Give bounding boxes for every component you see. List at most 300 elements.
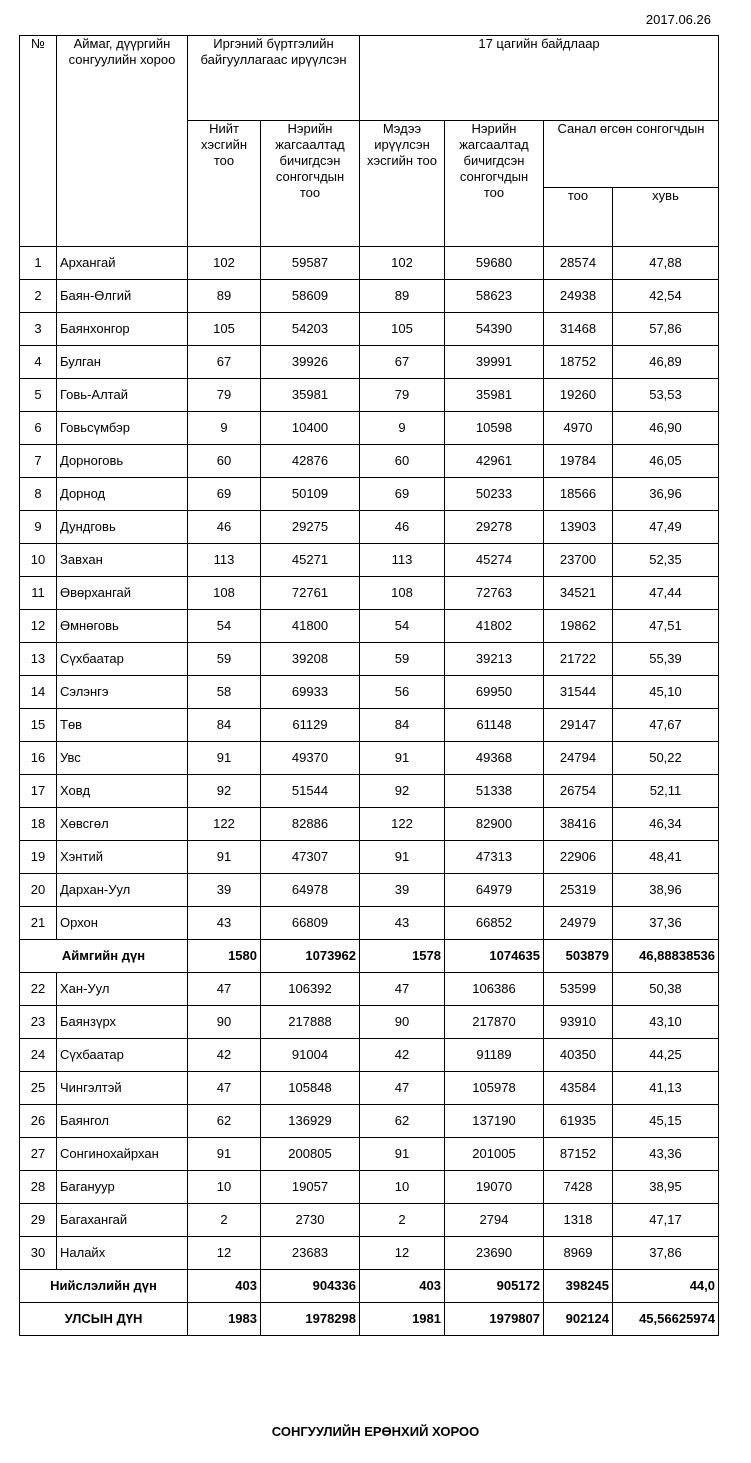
aimag-total-reported: 1578: [360, 940, 445, 973]
row-total-sections: 102: [188, 247, 261, 280]
row-number: 7: [20, 445, 57, 478]
row-voted-count: 19784: [544, 445, 613, 478]
row-voted-count: 40350: [544, 1039, 613, 1072]
row-voted-count: 24938: [544, 280, 613, 313]
row-voted-percent: 46,05: [613, 445, 719, 478]
table-row: [20, 1204, 719, 1237]
row-name: Сэлэнгэ: [57, 676, 188, 709]
row-voted-percent: 53,53: [613, 379, 719, 412]
row-voted-percent: 38,96: [613, 874, 719, 907]
row-number: 28: [20, 1171, 57, 1204]
row-voted-count: 23700: [544, 544, 613, 577]
row-voted-percent: 47,17: [613, 1204, 719, 1237]
row-reported-sections: 47: [360, 973, 445, 1006]
row-number: 30: [20, 1237, 57, 1270]
row-total-sections: 84: [188, 709, 261, 742]
row-reported-sections: 56: [360, 676, 445, 709]
row-listed-voters: 45274: [445, 544, 544, 577]
table-row: [20, 643, 719, 676]
row-registered-voters: 23683: [261, 1237, 360, 1270]
row-name: Хөвсгөл: [57, 808, 188, 841]
row-reported-sections: 102: [360, 247, 445, 280]
row-reported-sections: 10: [360, 1171, 445, 1204]
row-voted-percent: 45,10: [613, 676, 719, 709]
col-header-voters-on-list: Нэрийн жагсаалтад бичигдсэн сонгогчдын тоо: [261, 121, 360, 247]
col-header-reported-sections: Мэдээ ирүүлсэн хэсгийн тоо: [360, 121, 445, 247]
row-voted-count: 25319: [544, 874, 613, 907]
row-listed-voters: 39213: [445, 643, 544, 676]
capital-total-voted: 398245: [544, 1270, 613, 1303]
row-number: 5: [20, 379, 57, 412]
row-voted-percent: 41,13: [613, 1072, 719, 1105]
col-header-voters-on-list-2: Нэрийн жагсаалтад бичигдсэн сонгогчдын тоо: [445, 121, 544, 247]
row-listed-voters: 54390: [445, 313, 544, 346]
table-row: [20, 874, 719, 907]
row-listed-voters: 50233: [445, 478, 544, 511]
table-row: [20, 412, 719, 445]
row-listed-voters: 10598: [445, 412, 544, 445]
aimag-total-listed: 1074635: [445, 940, 544, 973]
table-row: [20, 511, 719, 544]
capital-rows: [20, 973, 719, 1270]
row-voted-count: 28574: [544, 247, 613, 280]
row-number: 23: [20, 1006, 57, 1039]
row-number: 17: [20, 775, 57, 808]
row-reported-sections: 122: [360, 808, 445, 841]
row-voted-count: 8969: [544, 1237, 613, 1270]
row-listed-voters: 217870: [445, 1006, 544, 1039]
row-total-sections: 91: [188, 841, 261, 874]
row-voted-count: 22906: [544, 841, 613, 874]
aimag-rows: [20, 247, 719, 940]
row-total-sections: 59: [188, 643, 261, 676]
row-listed-voters: 72763: [445, 577, 544, 610]
row-reported-sections: 67: [360, 346, 445, 379]
capital-total-registered: 904336: [261, 1270, 360, 1303]
row-reported-sections: 105: [360, 313, 445, 346]
row-voted-percent: 42,54: [613, 280, 719, 313]
national-total-percent: 45,56625974: [613, 1303, 719, 1336]
row-name: Налайх: [57, 1237, 188, 1270]
row-registered-voters: 58609: [261, 280, 360, 313]
aimag-total-row: [20, 940, 719, 973]
row-number: 8: [20, 478, 57, 511]
row-reported-sections: 39: [360, 874, 445, 907]
row-total-sections: 67: [188, 346, 261, 379]
row-voted-percent: 48,41: [613, 841, 719, 874]
table-row: [20, 379, 719, 412]
row-registered-voters: 72761: [261, 577, 360, 610]
row-number: 25: [20, 1072, 57, 1105]
table-row: [20, 1171, 719, 1204]
row-reported-sections: 54: [360, 610, 445, 643]
row-reported-sections: 43: [360, 907, 445, 940]
row-reported-sections: 113: [360, 544, 445, 577]
row-voted-count: 1318: [544, 1204, 613, 1237]
row-reported-sections: 12: [360, 1237, 445, 1270]
row-name: Төв: [57, 709, 188, 742]
row-reported-sections: 90: [360, 1006, 445, 1039]
row-number: 20: [20, 874, 57, 907]
row-number: 9: [20, 511, 57, 544]
row-total-sections: 108: [188, 577, 261, 610]
row-name: Дундговь: [57, 511, 188, 544]
row-listed-voters: 105978: [445, 1072, 544, 1105]
row-number: 1: [20, 247, 57, 280]
table-row: [20, 1138, 719, 1171]
row-total-sections: 105: [188, 313, 261, 346]
report-date: 2017.06.26: [645, 12, 711, 27]
row-reported-sections: 2: [360, 1204, 445, 1237]
row-listed-voters: 91189: [445, 1039, 544, 1072]
row-listed-voters: 201005: [445, 1138, 544, 1171]
row-number: 19: [20, 841, 57, 874]
row-reported-sections: 92: [360, 775, 445, 808]
row-voted-count: 29147: [544, 709, 613, 742]
row-name: Архангай: [57, 247, 188, 280]
table-row: [20, 709, 719, 742]
row-registered-voters: 50109: [261, 478, 360, 511]
row-total-sections: 47: [188, 973, 261, 1006]
row-number: 12: [20, 610, 57, 643]
row-listed-voters: 35981: [445, 379, 544, 412]
row-voted-percent: 47,88: [613, 247, 719, 280]
row-reported-sections: 89: [360, 280, 445, 313]
row-total-sections: 113: [188, 544, 261, 577]
row-name: Орхон: [57, 907, 188, 940]
election-turnout-table: [19, 35, 719, 1336]
row-name: Өмнөговь: [57, 610, 188, 643]
row-voted-percent: 37,36: [613, 907, 719, 940]
row-voted-count: 13903: [544, 511, 613, 544]
row-voted-percent: 52,11: [613, 775, 719, 808]
footer-organization: СОНГУУЛИЙН ЕРӨНХИЙ ХОРОО: [271, 1424, 480, 1439]
row-voted-count: 19862: [544, 610, 613, 643]
row-total-sections: 91: [188, 742, 261, 775]
table-row: [20, 544, 719, 577]
row-voted-percent: 47,49: [613, 511, 719, 544]
col-header-registered-group: Иргэний бүртгэлийн байгууллагаас ирүүлсэн: [188, 36, 360, 121]
row-registered-voters: 47307: [261, 841, 360, 874]
table-row: [20, 775, 719, 808]
row-listed-voters: 82900: [445, 808, 544, 841]
row-number: 10: [20, 544, 57, 577]
row-name: Баянхонгор: [57, 313, 188, 346]
row-voted-percent: 44,25: [613, 1039, 719, 1072]
row-registered-voters: 42876: [261, 445, 360, 478]
row-voted-count: 31544: [544, 676, 613, 709]
row-reported-sections: 60: [360, 445, 445, 478]
row-total-sections: 89: [188, 280, 261, 313]
row-voted-percent: 47,51: [613, 610, 719, 643]
row-registered-voters: 19057: [261, 1171, 360, 1204]
row-total-sections: 10: [188, 1171, 261, 1204]
row-total-sections: 47: [188, 1072, 261, 1105]
row-reported-sections: 46: [360, 511, 445, 544]
row-voted-count: 24979: [544, 907, 613, 940]
row-total-sections: 79: [188, 379, 261, 412]
row-name: Сүхбаатар: [57, 643, 188, 676]
row-voted-count: 24794: [544, 742, 613, 775]
row-number: 2: [20, 280, 57, 313]
capital-total-percent: 44,0: [613, 1270, 719, 1303]
table-row: [20, 742, 719, 775]
table-row: [20, 1237, 719, 1270]
row-total-sections: 91: [188, 1138, 261, 1171]
row-registered-voters: 91004: [261, 1039, 360, 1072]
row-voted-percent: 57,86: [613, 313, 719, 346]
row-listed-voters: 42961: [445, 445, 544, 478]
row-reported-sections: 91: [360, 742, 445, 775]
row-listed-voters: 69950: [445, 676, 544, 709]
national-total-label: УЛСЫН ДҮН: [20, 1303, 188, 1336]
national-total-listed: 1979807: [445, 1303, 544, 1336]
row-voted-percent: 45,15: [613, 1105, 719, 1138]
row-voted-count: 43584: [544, 1072, 613, 1105]
aimag-total-voted: 503879: [544, 940, 613, 973]
capital-total-row: [20, 1270, 719, 1303]
row-registered-voters: 59587: [261, 247, 360, 280]
row-name: Увс: [57, 742, 188, 775]
row-number: 6: [20, 412, 57, 445]
row-name: Дорнод: [57, 478, 188, 511]
row-voted-percent: 43,10: [613, 1006, 719, 1039]
row-name: Баянгол: [57, 1105, 188, 1138]
row-number: 16: [20, 742, 57, 775]
row-voted-count: 18752: [544, 346, 613, 379]
col-header-no: №: [20, 36, 57, 247]
row-name: Дархан-Уул: [57, 874, 188, 907]
row-name: Ховд: [57, 775, 188, 808]
row-name: Сүхбаатар: [57, 1039, 188, 1072]
row-registered-voters: 217888: [261, 1006, 360, 1039]
row-total-sections: 42: [188, 1039, 261, 1072]
row-voted-count: 38416: [544, 808, 613, 841]
row-registered-voters: 66809: [261, 907, 360, 940]
row-voted-percent: 47,67: [613, 709, 719, 742]
table-row: [20, 1105, 719, 1138]
row-reported-sections: 47: [360, 1072, 445, 1105]
row-registered-voters: 136929: [261, 1105, 360, 1138]
row-registered-voters: 10400: [261, 412, 360, 445]
row-total-sections: 9: [188, 412, 261, 445]
row-number: 3: [20, 313, 57, 346]
row-total-sections: 92: [188, 775, 261, 808]
row-reported-sections: 69: [360, 478, 445, 511]
row-total-sections: 90: [188, 1006, 261, 1039]
col-header-total-sections: Нийт хэсгийн тоо: [188, 121, 261, 247]
row-registered-voters: 105848: [261, 1072, 360, 1105]
row-listed-voters: 41802: [445, 610, 544, 643]
capital-total-listed: 905172: [445, 1270, 544, 1303]
row-listed-voters: 19070: [445, 1171, 544, 1204]
row-total-sections: 62: [188, 1105, 261, 1138]
row-number: 15: [20, 709, 57, 742]
table-row: [20, 346, 719, 379]
row-name: Говьсүмбэр: [57, 412, 188, 445]
row-reported-sections: 59: [360, 643, 445, 676]
row-reported-sections: 91: [360, 841, 445, 874]
col-header-voted: Санал өгсөн сонгогчдын: [544, 121, 719, 188]
row-registered-voters: 51544: [261, 775, 360, 808]
row-voted-percent: 50,38: [613, 973, 719, 1006]
row-name: Завхан: [57, 544, 188, 577]
row-total-sections: 122: [188, 808, 261, 841]
aimag-total-sections: 1580: [188, 940, 261, 973]
row-voted-percent: 50,22: [613, 742, 719, 775]
row-listed-voters: 66852: [445, 907, 544, 940]
row-registered-voters: 39926: [261, 346, 360, 379]
row-name: Булган: [57, 346, 188, 379]
row-voted-count: 19260: [544, 379, 613, 412]
row-number: 4: [20, 346, 57, 379]
row-voted-count: 26754: [544, 775, 613, 808]
row-listed-voters: 51338: [445, 775, 544, 808]
row-voted-percent: 46,34: [613, 808, 719, 841]
row-listed-voters: 61148: [445, 709, 544, 742]
row-reported-sections: 62: [360, 1105, 445, 1138]
row-name: Өвөрхангай: [57, 577, 188, 610]
aimag-total-percent: 46,88838536: [613, 940, 719, 973]
row-registered-voters: 35981: [261, 379, 360, 412]
capital-total-reported: 403: [360, 1270, 445, 1303]
row-number: 27: [20, 1138, 57, 1171]
row-listed-voters: 39991: [445, 346, 544, 379]
row-number: 14: [20, 676, 57, 709]
row-listed-voters: 29278: [445, 511, 544, 544]
row-total-sections: 54: [188, 610, 261, 643]
row-registered-voters: 39208: [261, 643, 360, 676]
row-voted-count: 31468: [544, 313, 613, 346]
row-name: Хан-Уул: [57, 973, 188, 1006]
row-voted-count: 34521: [544, 577, 613, 610]
table-row: [20, 676, 719, 709]
row-name: Сонгинохайрхан: [57, 1138, 188, 1171]
row-voted-percent: 55,39: [613, 643, 719, 676]
col-header-count: тоо: [544, 188, 613, 247]
row-number: 26: [20, 1105, 57, 1138]
row-name: Багануур: [57, 1171, 188, 1204]
table-row: [20, 577, 719, 610]
table-row: [20, 1006, 719, 1039]
row-voted-count: 7428: [544, 1171, 613, 1204]
table-row: [20, 1039, 719, 1072]
row-number: 11: [20, 577, 57, 610]
row-listed-voters: 137190: [445, 1105, 544, 1138]
row-number: 18: [20, 808, 57, 841]
national-total-voted: 902124: [544, 1303, 613, 1336]
row-listed-voters: 2794: [445, 1204, 544, 1237]
row-voted-percent: 37,86: [613, 1237, 719, 1270]
row-total-sections: 39: [188, 874, 261, 907]
table-row: [20, 808, 719, 841]
row-total-sections: 69: [188, 478, 261, 511]
row-registered-voters: 29275: [261, 511, 360, 544]
row-listed-voters: 106386: [445, 973, 544, 1006]
table-row: [20, 445, 719, 478]
table-row: [20, 907, 719, 940]
table-row: [20, 610, 719, 643]
national-total-row: [20, 1303, 719, 1336]
row-registered-voters: 61129: [261, 709, 360, 742]
row-voted-percent: 47,44: [613, 577, 719, 610]
row-registered-voters: 2730: [261, 1204, 360, 1237]
aimag-total-registered: 1073962: [261, 940, 360, 973]
row-listed-voters: 64979: [445, 874, 544, 907]
row-reported-sections: 9: [360, 412, 445, 445]
table-row: [20, 313, 719, 346]
row-registered-voters: 41800: [261, 610, 360, 643]
col-header-percent: хувь: [613, 188, 719, 247]
capital-total-sections: 403: [188, 1270, 261, 1303]
row-reported-sections: 42: [360, 1039, 445, 1072]
row-voted-count: 93910: [544, 1006, 613, 1039]
row-voted-percent: 46,90: [613, 412, 719, 445]
row-listed-voters: 47313: [445, 841, 544, 874]
row-name: Хэнтий: [57, 841, 188, 874]
row-voted-percent: 52,35: [613, 544, 719, 577]
table-row: [20, 973, 719, 1006]
row-name: Чингэлтэй: [57, 1072, 188, 1105]
national-total-sections: 1983: [188, 1303, 261, 1336]
row-registered-voters: 82886: [261, 808, 360, 841]
row-total-sections: 2: [188, 1204, 261, 1237]
row-number: 13: [20, 643, 57, 676]
row-number: 29: [20, 1204, 57, 1237]
row-registered-voters: 69933: [261, 676, 360, 709]
row-voted-count: 87152: [544, 1138, 613, 1171]
row-voted-count: 61935: [544, 1105, 613, 1138]
aimag-total-label: Аймгийн дүн: [20, 940, 188, 973]
table-row: [20, 247, 719, 280]
row-total-sections: 46: [188, 511, 261, 544]
col-header-district: Аймаг, дүүргийн сонгуулийн хороо: [57, 36, 188, 247]
row-name: Баянзүрх: [57, 1006, 188, 1039]
row-total-sections: 43: [188, 907, 261, 940]
national-total-registered: 1978298: [261, 1303, 360, 1336]
row-registered-voters: 45271: [261, 544, 360, 577]
row-reported-sections: 84: [360, 709, 445, 742]
row-listed-voters: 23690: [445, 1237, 544, 1270]
capital-total-label: Нийслэлийн дүн: [20, 1270, 188, 1303]
row-total-sections: 12: [188, 1237, 261, 1270]
row-registered-voters: 106392: [261, 973, 360, 1006]
national-total-reported: 1981: [360, 1303, 445, 1336]
row-listed-voters: 59680: [445, 247, 544, 280]
table-row: [20, 280, 719, 313]
row-name: Баян-Өлгий: [57, 280, 188, 313]
row-voted-count: 21722: [544, 643, 613, 676]
row-total-sections: 58: [188, 676, 261, 709]
row-total-sections: 60: [188, 445, 261, 478]
row-reported-sections: 91: [360, 1138, 445, 1171]
row-reported-sections: 108: [360, 577, 445, 610]
row-reported-sections: 79: [360, 379, 445, 412]
row-voted-count: 18566: [544, 478, 613, 511]
row-voted-percent: 36,96: [613, 478, 719, 511]
row-number: 24: [20, 1039, 57, 1072]
table-row: [20, 478, 719, 511]
row-voted-count: 4970: [544, 412, 613, 445]
row-registered-voters: 54203: [261, 313, 360, 346]
row-voted-count: 53599: [544, 973, 613, 1006]
row-name: Дорноговь: [57, 445, 188, 478]
col-header-as-of: 17 цагийн байдлаар: [360, 36, 719, 121]
row-registered-voters: 49370: [261, 742, 360, 775]
row-voted-percent: 38,95: [613, 1171, 719, 1204]
row-name: Багахангай: [57, 1204, 188, 1237]
row-number: 21: [20, 907, 57, 940]
